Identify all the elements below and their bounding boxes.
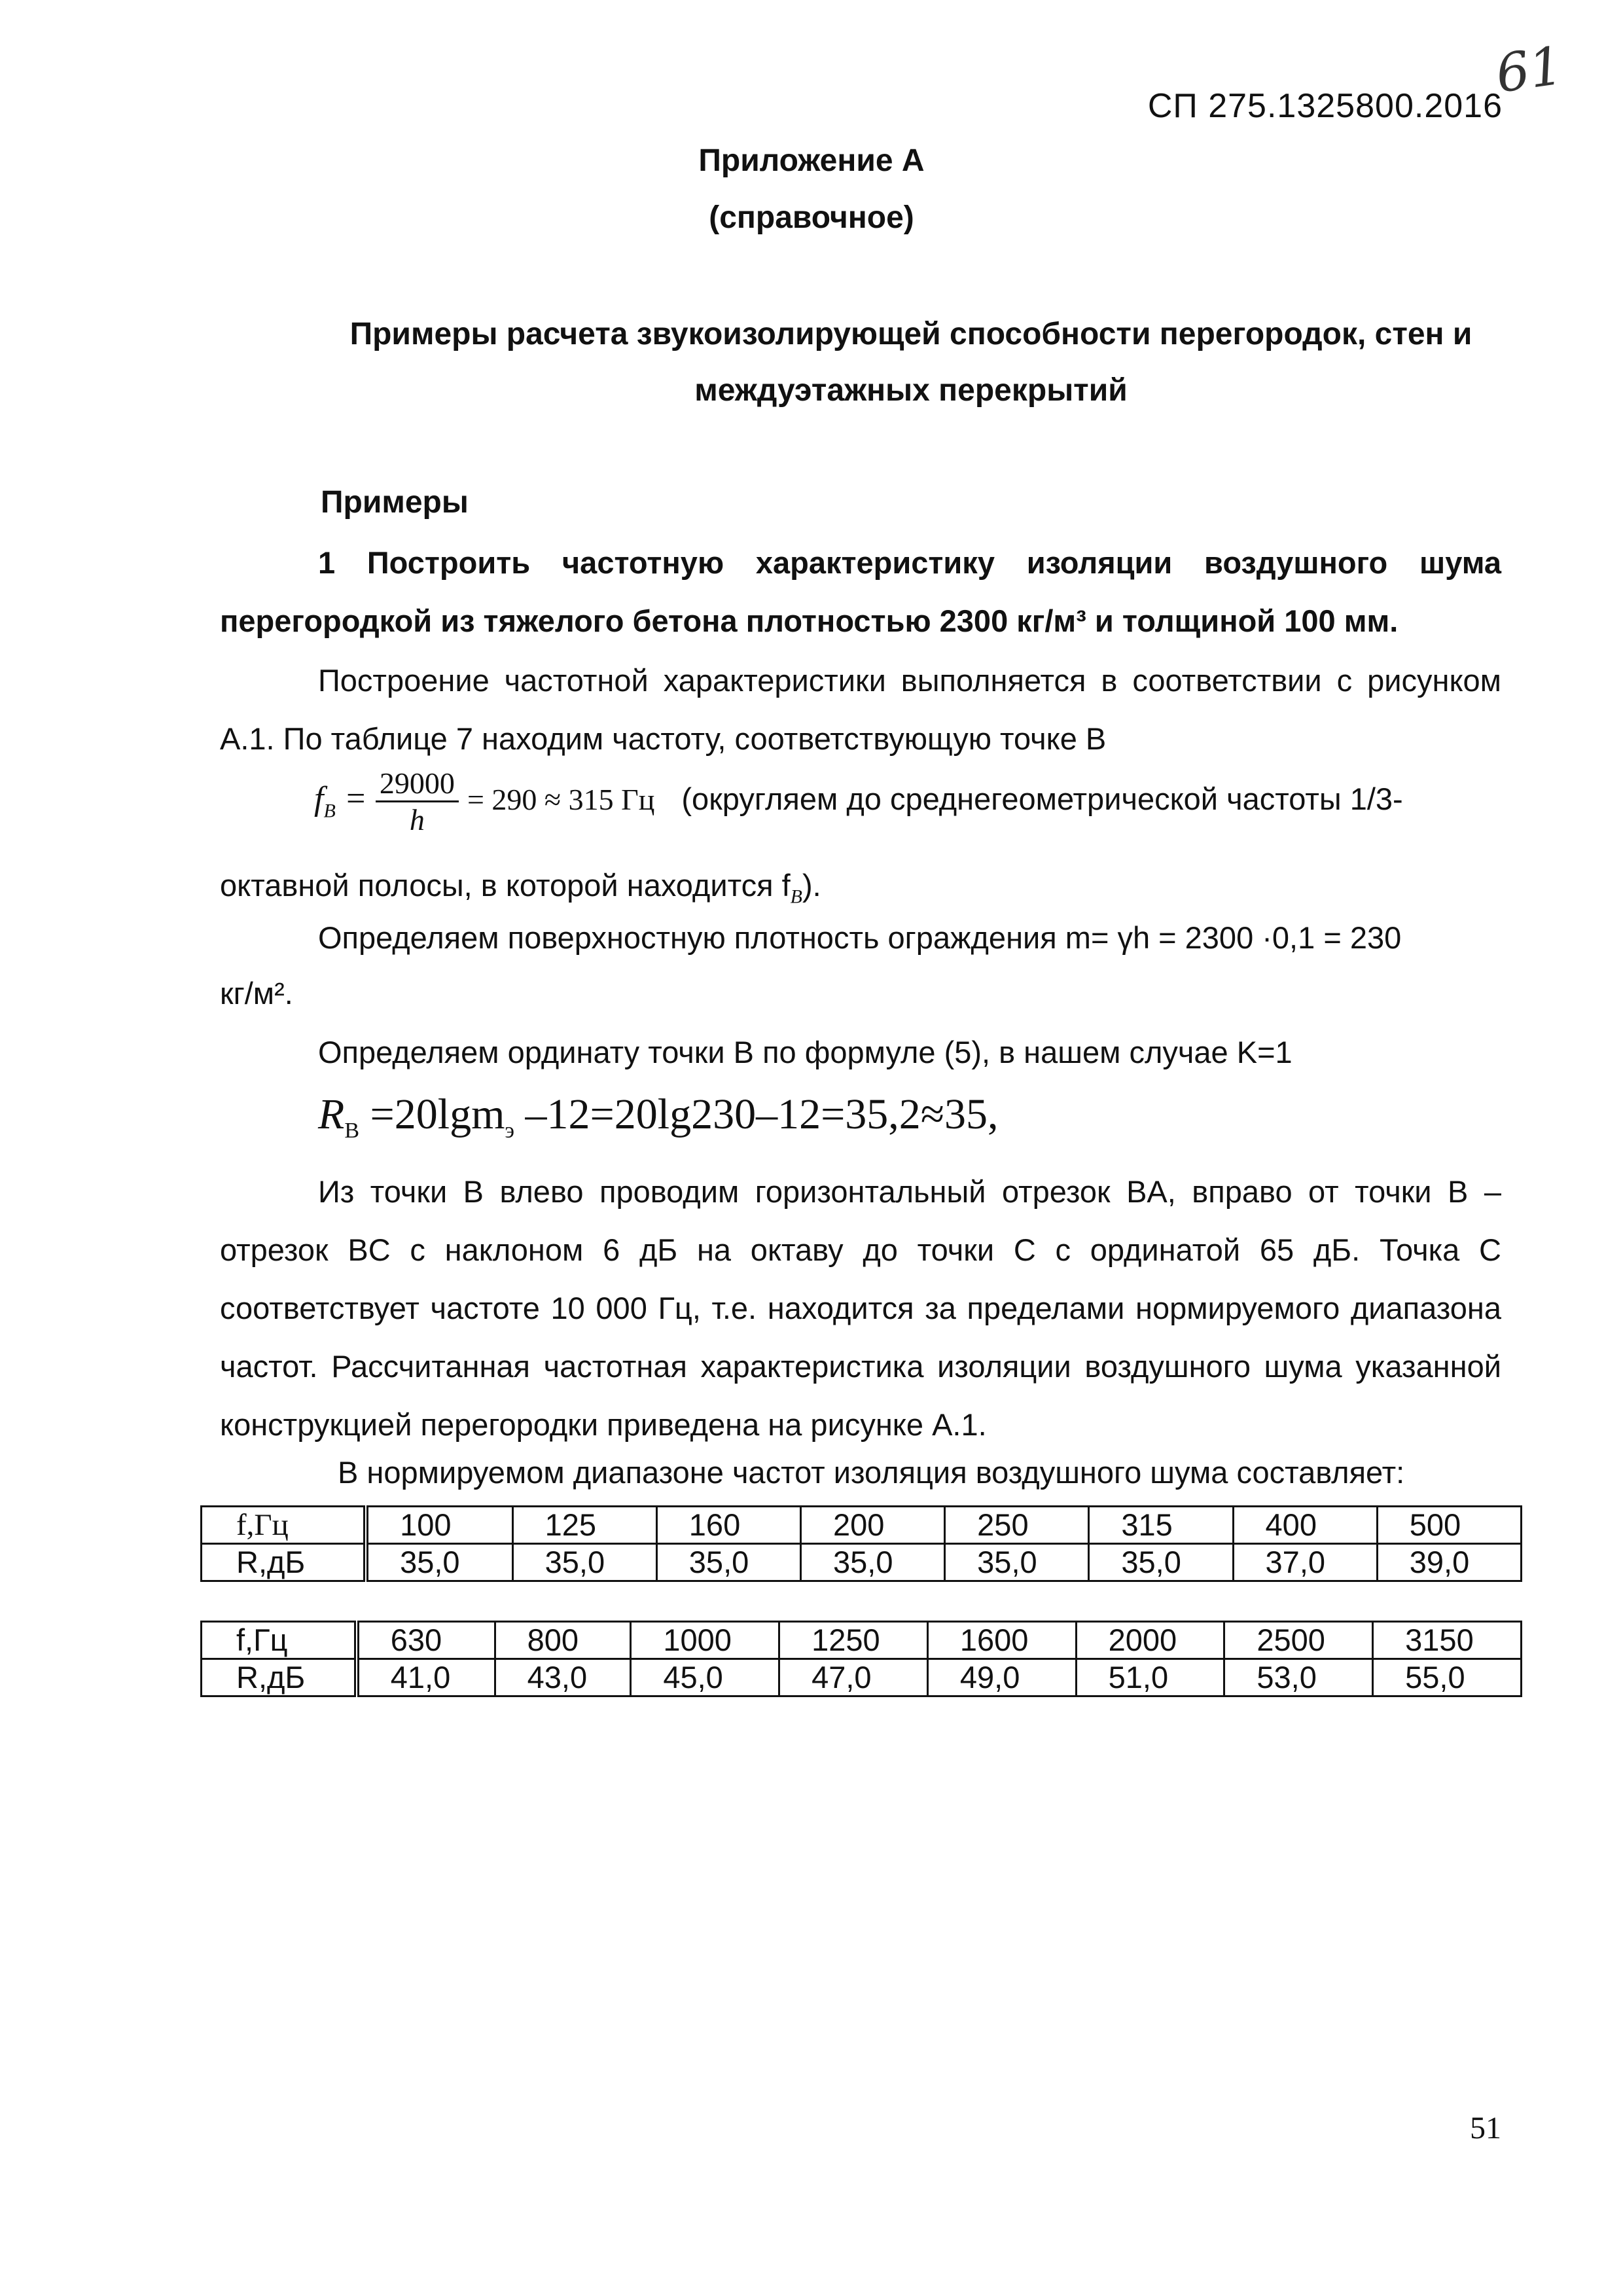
table-cell: 53,0 — [1224, 1659, 1373, 1696]
table-cell: 100 — [366, 1507, 512, 1544]
formula-numerator: 29000 — [376, 766, 459, 802]
formula-lhs: f — [314, 780, 324, 817]
table-cell: 35,0 — [800, 1544, 944, 1581]
table-row — [202, 1544, 1522, 1581]
paragraph-segments — [220, 1162, 1501, 1454]
paragraph-frequency — [220, 651, 1501, 768]
table-row — [202, 1507, 1522, 1544]
table-header-frequency: f,Гц — [202, 1507, 366, 1544]
appendix-type: (справочное) — [709, 200, 914, 235]
formula-fraction — [376, 766, 459, 837]
formula2-end: –12=20lg230–12=35,2≈35, — [514, 1090, 999, 1138]
formula2-sub2: э — [505, 1119, 515, 1143]
formula2-body: =20lgm — [359, 1090, 505, 1138]
table-cell: 125 — [512, 1507, 656, 1544]
table-cell: 43,0 — [495, 1659, 631, 1696]
paragraph-octave — [220, 867, 821, 908]
table-cell: 45,0 — [631, 1659, 779, 1696]
table-cell: 250 — [945, 1507, 1089, 1544]
document-code: СП 275.1325800.2016 — [1147, 87, 1503, 125]
table-frequencies-2 — [200, 1621, 1522, 1697]
paragraph-octave-end: ). — [802, 868, 821, 903]
table-cell: 1600 — [927, 1622, 1076, 1659]
table-header-isolation: R,дБ — [202, 1544, 366, 1581]
table-cell: 1000 — [631, 1622, 779, 1659]
table-cell: 500 — [1377, 1507, 1521, 1544]
table-cell: 35,0 — [1089, 1544, 1233, 1581]
page-title: Примеры расчета звукоизолирующей способности перегородок, стен и междуэтажных перекрытий — [349, 317, 1472, 408]
paragraph-ordinate: Определяем ординату точки B по формуле (5), в нашем случае K=1 — [318, 1035, 1293, 1069]
table-cell: 51,0 — [1076, 1659, 1224, 1696]
formula-lhs-sub: B — [323, 800, 336, 822]
paragraph-density-unit: кг/м². — [220, 976, 293, 1011]
table-cell: 1250 — [779, 1622, 928, 1659]
table-frequencies-1 — [200, 1505, 1522, 1582]
formula2-sub: B — [344, 1119, 360, 1143]
formula-note: (округляем до среднегеометрической частоты 1/3- — [681, 781, 1403, 816]
table-cell: 47,0 — [779, 1659, 928, 1696]
task-text: 1 Построить частотную характеристику изоляции воздушного шума перегородкой из тяжелого бетона плотностью 2300 кг/м³ и толщиной 100 мм. — [220, 545, 1501, 638]
appendix-label: Приложение А — [698, 143, 925, 178]
table-cell: 35,0 — [945, 1544, 1089, 1581]
table-cell: 37,0 — [1233, 1544, 1377, 1581]
formula2-symbol: R — [318, 1090, 345, 1138]
paragraph-range: В нормируемом диапазоне частот изоляция воздушного шума составляет: — [338, 1455, 1405, 1490]
task-statement — [220, 533, 1501, 650]
formula-denominator: h — [409, 803, 425, 836]
paragraph-segments-text: Из точки B влево проводим горизонтальный отрезок BA, вправо от точки B – отрезок BC с наклоном 6 дБ на октаву до точки C с ординатой 65 дБ. Точка C соответствует частоте 10 000 Гц, т.е. находится за пределами нормируемого диапазона частот. Рассчитанная частотная характеристика изоляции воздушного шума указанной конструкцией перегородки приведена на рисунке А.1. — [220, 1174, 1501, 1442]
table-cell: 55,0 — [1373, 1659, 1522, 1696]
examples-heading: Примеры — [321, 485, 469, 520]
formula-frequency: $f_B$ = $\frac{29000}{h}$ = 290 ≈ 315 Гц (округляем до среднегеометрической частоты 1/3- — [314, 766, 1403, 836]
table-header-frequency: f,Гц — [202, 1622, 357, 1659]
paragraph-density: Определяем поверхностную плотность ограждения m= γh = 2300 ·0,1 = 230 — [318, 920, 1402, 955]
table-row — [202, 1622, 1522, 1659]
formula-ordinate — [318, 1090, 999, 1143]
table-cell: 35,0 — [656, 1544, 800, 1581]
formula-rhs: = 290 ≈ 315 Гц — [467, 782, 655, 816]
paragraph-frequency-text: Построение частотной характеристики выполняется в соответствии с рисунком А.1. По таблице 7 находим частоту, соответствующую точке В — [220, 663, 1501, 756]
paragraph-octave-sub: B — [790, 886, 802, 908]
table-cell: 49,0 — [927, 1659, 1076, 1696]
table-cell: 315 — [1089, 1507, 1233, 1544]
table-cell: 3150 — [1373, 1622, 1522, 1659]
table-cell: 630 — [357, 1622, 495, 1659]
table-cell: 39,0 — [1377, 1544, 1521, 1581]
table-cell: 35,0 — [512, 1544, 656, 1581]
table-cell: 400 — [1233, 1507, 1377, 1544]
paragraph-octave-text: октавной полосы, в которой находится f — [220, 868, 791, 903]
page-number: 51 — [1470, 2111, 1501, 2145]
table-header-isolation: R,дБ — [202, 1659, 357, 1696]
table-row — [202, 1659, 1522, 1696]
table-cell: 41,0 — [357, 1659, 495, 1696]
table-cell: 160 — [656, 1507, 800, 1544]
handwritten-page-mark: 61 — [1492, 35, 1567, 105]
table-cell: 2500 — [1224, 1622, 1373, 1659]
table-cell: 800 — [495, 1622, 631, 1659]
table-cell: 35,0 — [366, 1544, 512, 1581]
table-cell: 2000 — [1076, 1622, 1224, 1659]
table-cell: 200 — [800, 1507, 944, 1544]
